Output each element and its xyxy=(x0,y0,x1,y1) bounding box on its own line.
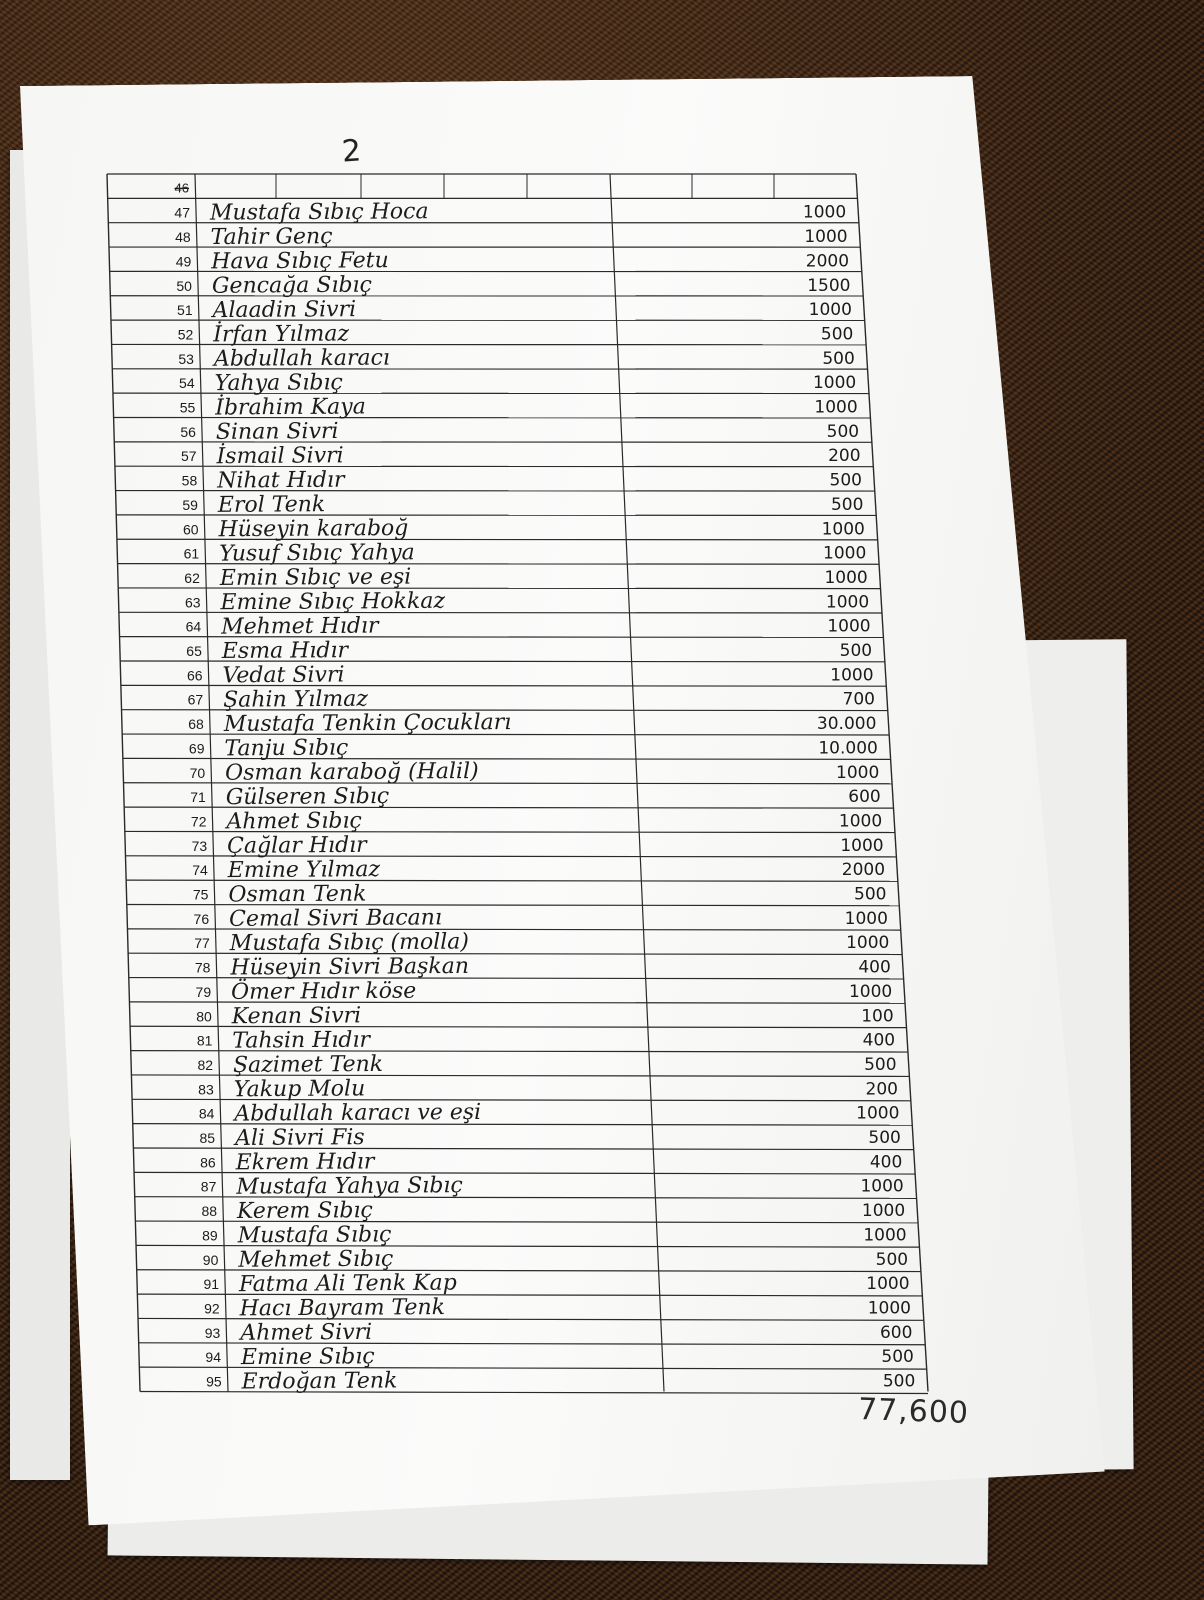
row-number: 58 xyxy=(181,472,198,489)
row-name: Ömer Hıdır köse xyxy=(230,978,417,1005)
row-name: Gülseren Sıbıç xyxy=(225,783,390,811)
row-name: Mustafa Sıbıç xyxy=(237,1222,392,1249)
row-amount: 500 xyxy=(882,1371,916,1392)
row-number: 90 xyxy=(202,1251,219,1268)
row-number: 54 xyxy=(179,375,195,392)
row-amount: 1000 xyxy=(804,227,848,248)
row-amount: 1000 xyxy=(802,202,847,223)
row-amount: 500 xyxy=(881,1347,914,1368)
row-name: Erdoğan Tenk xyxy=(241,1368,398,1395)
row-amount: 500 xyxy=(829,470,862,491)
row-number: 71 xyxy=(190,789,206,806)
header-row-number: 46 xyxy=(174,180,189,196)
row-amount: 500 xyxy=(826,421,860,442)
row-amount: 1000 xyxy=(844,908,888,929)
row-name: Mustafa Sıbıç Hoca xyxy=(209,199,429,226)
row-name: Mustafa Yahya Sıbıç xyxy=(236,1173,463,1200)
row-name: Hava Sıbıç Fetu xyxy=(211,248,389,275)
row-number: 60 xyxy=(182,521,199,538)
row-name: Mustafa Tenkin Çocukları xyxy=(223,710,512,738)
row-amount: 500 xyxy=(854,884,887,905)
row-name: Emin Sıbıç ve eşi xyxy=(219,564,412,591)
row-name: Yakup Molu xyxy=(233,1076,366,1103)
row-number: 67 xyxy=(187,691,204,708)
row-number: 64 xyxy=(185,618,202,635)
row-name: Nihat Hıdır xyxy=(217,467,345,494)
row-number: 74 xyxy=(192,862,208,879)
row-number: 61 xyxy=(183,545,200,562)
row-amount: 1000 xyxy=(814,397,858,418)
row-name: Mehmet Sıbıç xyxy=(238,1246,394,1273)
row-number: 53 xyxy=(178,350,194,367)
row-number: 70 xyxy=(189,764,206,781)
amount-column-divider xyxy=(610,174,664,1392)
row-amount: 1000 xyxy=(863,1225,907,1246)
row-number: 87 xyxy=(200,1178,217,1195)
row-number: 85 xyxy=(199,1130,216,1146)
row-amount: 1000 xyxy=(867,1298,911,1319)
row-amount: 1000 xyxy=(840,835,884,856)
row-amount: 1000 xyxy=(825,592,870,613)
row-amount: 1000 xyxy=(848,981,893,1002)
row-name: Kenan Sivri xyxy=(231,1003,362,1030)
row-number: 52 xyxy=(177,326,194,343)
row-amount: 500 xyxy=(864,1054,897,1075)
row-name: Tahir Genç xyxy=(210,224,333,251)
row-name: Çağlar Hıdır xyxy=(227,832,367,859)
row-number: 94 xyxy=(205,1349,222,1366)
row-amount: 1000 xyxy=(860,1176,904,1197)
row-amount: 600 xyxy=(848,787,881,808)
row-amount: 500 xyxy=(839,641,873,661)
row-name: Fatma Ali Tenk Kap xyxy=(238,1270,457,1298)
row-amount: 1000 xyxy=(821,519,865,540)
row-name: Esma Hıdır xyxy=(221,638,349,664)
row-number: 79 xyxy=(195,983,212,1000)
row-number: 91 xyxy=(203,1276,220,1293)
row-amount: 10.000 xyxy=(818,738,878,759)
row-number: 59 xyxy=(182,496,198,513)
row-name: Abdullah karacı xyxy=(213,345,391,372)
row-number: 47 xyxy=(174,204,190,221)
row-amount: 1000 xyxy=(830,665,874,686)
row-number: 48 xyxy=(175,229,191,246)
row-name: Şazimet Tenk xyxy=(232,1051,384,1078)
row-name: Şahin Yılmaz xyxy=(223,686,368,713)
row-name: Ali Sivri Fis xyxy=(234,1125,365,1151)
row-amount: 200 xyxy=(865,1079,898,1100)
row-amount: 1000 xyxy=(824,567,868,588)
row-number: 83 xyxy=(198,1081,214,1098)
row-number: 81 xyxy=(196,1032,213,1049)
total-amount: 77,600 xyxy=(857,1392,970,1431)
row-amount: 1500 xyxy=(807,275,851,296)
row-number: 68 xyxy=(188,716,204,733)
row-number: 82 xyxy=(197,1056,214,1073)
row-name: İrfan Yılmaz xyxy=(213,321,350,348)
row-name: Hüseyin karaboğ xyxy=(218,515,409,543)
row-amount: 1000 xyxy=(836,762,880,783)
row-number: 89 xyxy=(202,1227,218,1244)
row-number: 73 xyxy=(191,837,208,854)
row-number: 65 xyxy=(186,643,202,659)
row-number: 69 xyxy=(188,740,205,757)
row-amount: 1000 xyxy=(861,1201,906,1222)
row-name: Emine Sıbıç xyxy=(240,1344,375,1371)
row-amount: 100 xyxy=(861,1006,894,1027)
row-number: 95 xyxy=(206,1373,222,1390)
row-number: 78 xyxy=(194,959,211,976)
row-amount: 1000 xyxy=(812,373,857,394)
row-amount: 500 xyxy=(875,1249,909,1270)
row-amount: 500 xyxy=(868,1128,901,1148)
page-number: 2 xyxy=(340,133,363,170)
row-number: 51 xyxy=(177,302,193,319)
row-name: Erol Tenk xyxy=(217,492,326,518)
row-amount: 30.000 xyxy=(816,714,877,735)
row-amount: 500 xyxy=(822,348,855,369)
row-name: Ahmet Sıbıç xyxy=(226,808,362,835)
row-amount: 200 xyxy=(828,446,861,467)
row-number: 63 xyxy=(184,594,201,611)
row-amount: 500 xyxy=(830,494,864,515)
row-name: Vedat Sivri xyxy=(222,662,345,689)
row-amount: 400 xyxy=(862,1030,896,1051)
row-name: Hüseyin Sivri Başkan xyxy=(230,953,470,981)
row-number: 66 xyxy=(186,667,203,684)
row-name: Tanju Sıbıç xyxy=(224,735,349,762)
row-amount: 1000 xyxy=(846,933,890,954)
row-amount: 600 xyxy=(879,1322,913,1343)
row-name: Kerem Sıbıç xyxy=(236,1198,373,1225)
row-amount: 2000 xyxy=(805,251,850,272)
row-name: Emine Sıbıç Hokkaz xyxy=(220,588,446,616)
row-number: 93 xyxy=(204,1324,221,1341)
row-number: 75 xyxy=(192,886,209,903)
row-number: 84 xyxy=(198,1105,215,1122)
row-name: Tahsin Hıdır xyxy=(232,1027,371,1054)
row-number: 57 xyxy=(181,448,197,465)
row-number: 77 xyxy=(194,935,210,952)
row-number: 62 xyxy=(184,569,200,586)
row-number: 92 xyxy=(204,1300,220,1317)
row-name: Cemal Sivri Bacanı xyxy=(229,905,443,932)
row-amount: 1000 xyxy=(838,811,883,832)
row-number: 49 xyxy=(175,253,192,270)
row-amount: 400 xyxy=(858,957,891,978)
row-name: Emine Yılmaz xyxy=(227,857,381,884)
row-name: Sinan Sivri xyxy=(215,418,339,445)
row-number: 56 xyxy=(180,423,196,440)
row-name: Hacı Bayram Tenk xyxy=(239,1295,446,1322)
row-name: Mustafa Sıbıç (molla) xyxy=(229,929,470,957)
row-name: İbrahim Kaya xyxy=(215,394,366,421)
row-amount: 400 xyxy=(869,1152,903,1173)
row-name: Mehmet Hıdır xyxy=(221,613,379,640)
row-number: 80 xyxy=(196,1008,212,1025)
row-name: Yusuf Sıbıç Yahya xyxy=(219,540,415,567)
row-amount: 500 xyxy=(820,324,854,345)
row-number: 55 xyxy=(179,399,196,416)
row-number: 50 xyxy=(176,277,192,294)
row-name: Yahya Sıbıç xyxy=(214,370,343,397)
row-name: Abdullah karacı ve eşi xyxy=(234,1099,482,1127)
row-number: 76 xyxy=(193,910,210,927)
row-amount: 1000 xyxy=(827,616,871,637)
row-number: 72 xyxy=(190,813,207,830)
row-name: İsmail Sivri xyxy=(216,443,344,470)
row-amount: 1000 xyxy=(856,1103,900,1124)
row-amount: 700 xyxy=(842,689,875,710)
row-amount: 2000 xyxy=(841,860,886,881)
row-name: Osman Tenk xyxy=(228,881,367,908)
row-amount: 1000 xyxy=(866,1274,910,1295)
row-name: Osman karaboğ (Halil) xyxy=(225,758,479,786)
row-name: Ahmet Sivri xyxy=(240,1319,373,1346)
row-name: Gencağa Sıbıç xyxy=(211,272,372,299)
row-number: 86 xyxy=(200,1154,216,1171)
row-name: Ekrem Hıdır xyxy=(235,1149,375,1176)
row-name: Alaadin Sivri xyxy=(212,297,357,324)
row-amount: 1000 xyxy=(823,543,867,564)
row-number: 88 xyxy=(201,1203,218,1220)
row-amount: 1000 xyxy=(808,300,852,321)
